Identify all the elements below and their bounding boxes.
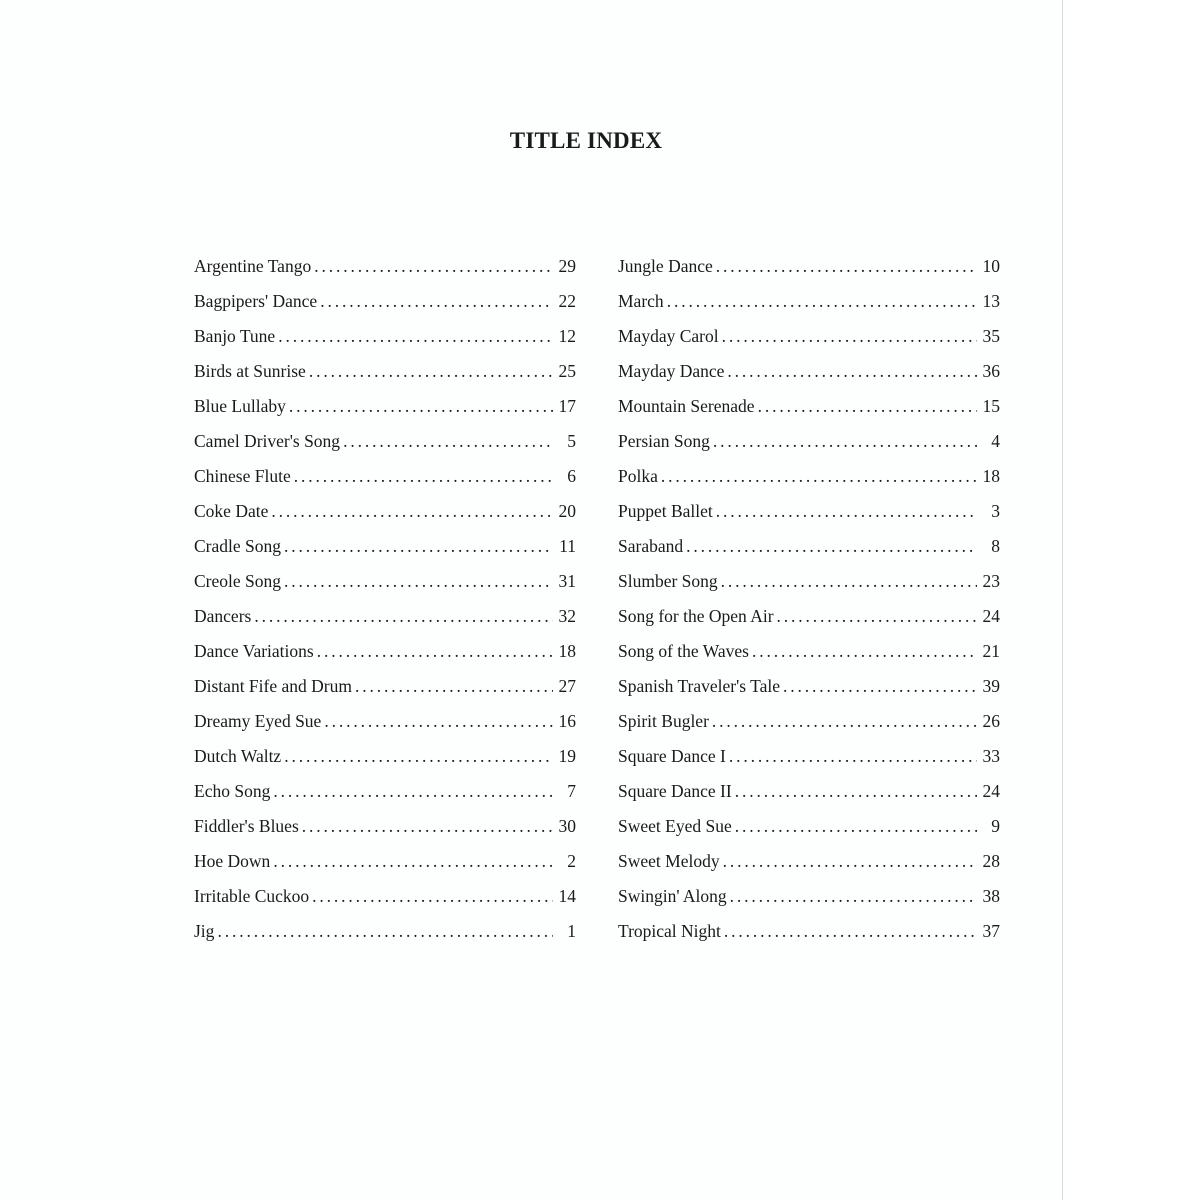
dot-leader xyxy=(686,536,977,557)
index-entry xyxy=(194,641,576,676)
entry-title: Mayday Carol xyxy=(618,326,719,346)
index-entry xyxy=(194,571,576,606)
entry-title: Swingin' Along xyxy=(618,886,727,906)
entry-page-number: 12 xyxy=(558,326,576,346)
entry-page-number: 39 xyxy=(982,676,1000,696)
entry-title: Saraband xyxy=(618,536,684,556)
dot-leader xyxy=(284,536,553,557)
entry-title: Sweet Eyed Sue xyxy=(618,816,732,836)
index-entry xyxy=(194,711,576,746)
entry-page-number: 11 xyxy=(559,536,576,556)
entry-page-number: 21 xyxy=(982,641,1000,661)
entry-page-number: 7 xyxy=(567,781,576,801)
index-entry xyxy=(194,536,576,571)
entry-page-number: 23 xyxy=(982,571,1000,591)
entry-title: Banjo Tune xyxy=(194,326,276,346)
index-entry xyxy=(194,781,576,816)
entry-page-number: 17 xyxy=(558,396,576,416)
dot-leader xyxy=(735,781,977,802)
index-entry xyxy=(618,431,1000,466)
entry-page-number: 2 xyxy=(567,851,576,871)
dot-leader xyxy=(355,676,553,697)
dot-leader xyxy=(343,431,553,452)
entry-page-number: 10 xyxy=(982,256,1000,276)
entry-title: Jungle Dance xyxy=(618,256,713,276)
entry-title: Square Dance II xyxy=(618,781,732,801)
dot-leader xyxy=(783,676,977,697)
index-entry xyxy=(618,466,1000,501)
index-entry xyxy=(194,501,576,536)
index-entry xyxy=(194,606,576,641)
dot-leader xyxy=(729,746,977,767)
entry-title: Mayday Dance xyxy=(618,361,725,381)
entry-page-number: 33 xyxy=(982,746,1000,766)
entry-title: Puppet Ballet xyxy=(618,501,713,521)
entry-title: Tropical Night xyxy=(618,921,721,941)
index-entry xyxy=(194,921,576,956)
entry-title: Song of the Waves xyxy=(618,641,749,661)
index-entry xyxy=(618,606,1000,641)
entry-title: Persian Song xyxy=(618,431,710,451)
page-title: TITLE INDEX xyxy=(509,128,663,153)
entry-page-number: 38 xyxy=(982,886,1000,906)
index-entry xyxy=(194,256,576,291)
entry-page-number: 35 xyxy=(982,326,1000,346)
entry-title: Jig xyxy=(194,921,215,941)
entry-page-number: 22 xyxy=(558,291,576,311)
entry-title: Dance Variations xyxy=(194,641,314,661)
entry-title: Irritable Cuckoo xyxy=(194,886,310,906)
entry-title: Blue Lullaby xyxy=(194,396,286,416)
entry-title: Dutch Waltz xyxy=(194,746,282,766)
dot-leader xyxy=(752,641,977,662)
entry-title: Song for the Open Air xyxy=(618,606,774,626)
entry-page-number: 14 xyxy=(558,886,576,906)
dot-leader xyxy=(723,851,977,872)
dot-leader xyxy=(777,606,977,627)
index-entry xyxy=(618,501,1000,536)
entry-page-number: 6 xyxy=(567,466,576,486)
index-entry xyxy=(194,816,576,851)
entry-page-number: 19 xyxy=(558,746,576,766)
index-entry xyxy=(618,536,1000,571)
dot-leader xyxy=(273,781,553,802)
index-entry xyxy=(194,466,576,501)
dot-leader xyxy=(716,256,977,277)
dot-leader xyxy=(716,501,977,522)
entry-page-number: 3 xyxy=(991,501,1000,521)
index-entry xyxy=(618,746,1000,781)
index-entry xyxy=(194,361,576,396)
entry-title: Echo Song xyxy=(194,781,271,801)
dot-leader xyxy=(273,851,553,872)
index-entry xyxy=(618,396,1000,431)
entry-page-number: 27 xyxy=(558,676,576,696)
index-entry xyxy=(618,256,1000,291)
dot-leader xyxy=(735,816,977,837)
entry-title: Bagpipers' Dance xyxy=(194,291,318,311)
entry-page-number: 24 xyxy=(982,781,1000,801)
entry-page-number: 32 xyxy=(558,606,576,626)
index-entry xyxy=(194,431,576,466)
entry-title: Slumber Song xyxy=(618,571,718,591)
dot-leader xyxy=(758,396,977,417)
entry-page-number: 16 xyxy=(558,711,576,731)
index-entry xyxy=(618,886,1000,921)
index-entry xyxy=(618,326,1000,361)
index-entry xyxy=(618,816,1000,851)
entry-page-number: 18 xyxy=(558,641,576,661)
entry-title: Distant Fife and Drum xyxy=(194,676,352,696)
dot-leader xyxy=(320,291,553,312)
index-column-right xyxy=(618,256,1000,956)
dot-leader xyxy=(324,711,553,732)
index-entry xyxy=(618,921,1000,956)
dot-leader xyxy=(730,886,977,907)
entry-title: Argentine Tango xyxy=(194,256,312,276)
entry-page-number: 26 xyxy=(982,711,1000,731)
entry-page-number: 1 xyxy=(567,921,576,941)
dot-leader xyxy=(667,291,977,312)
entry-page-number: 31 xyxy=(558,571,576,591)
entry-title: Spanish Traveler's Tale xyxy=(618,676,781,696)
dot-leader xyxy=(712,711,977,732)
index-entry xyxy=(194,851,576,886)
index-column-left xyxy=(194,256,576,956)
dot-leader xyxy=(713,431,977,452)
entry-page-number: 5 xyxy=(567,431,576,451)
index-entry xyxy=(618,361,1000,396)
index-entry xyxy=(618,571,1000,606)
index-entry xyxy=(194,291,576,326)
index-entry xyxy=(194,676,576,711)
entry-title: Chinese Flute xyxy=(194,466,291,486)
entry-title: Dreamy Eyed Sue xyxy=(194,711,322,731)
dot-leader xyxy=(294,466,553,487)
dot-leader xyxy=(727,361,977,382)
dot-leader xyxy=(284,746,553,767)
dot-leader xyxy=(317,641,553,662)
index-entry xyxy=(618,291,1000,326)
entry-page-number: 28 xyxy=(982,851,1000,871)
entry-page-number: 30 xyxy=(558,816,576,836)
index-entry xyxy=(618,851,1000,886)
dot-leader xyxy=(302,816,553,837)
dot-leader xyxy=(289,396,553,417)
entry-title: Square Dance I xyxy=(618,746,726,766)
entry-title: Polka xyxy=(618,466,658,486)
index-entry xyxy=(194,326,576,361)
entry-page-number: 8 xyxy=(991,536,1000,556)
dot-leader xyxy=(217,921,553,942)
dot-leader xyxy=(721,571,977,592)
entry-page-number: 13 xyxy=(982,291,1000,311)
dot-leader xyxy=(724,921,977,942)
dot-leader xyxy=(312,886,553,907)
entry-title: Fiddler's Blues xyxy=(194,816,299,836)
entry-title: Sweet Melody xyxy=(618,851,720,871)
index-entry xyxy=(618,711,1000,746)
entry-title: Coke Date xyxy=(194,501,269,521)
dot-leader xyxy=(271,501,553,522)
dot-leader xyxy=(309,361,553,382)
entry-page-number: 37 xyxy=(982,921,1000,941)
entry-title: March xyxy=(618,291,664,311)
index-entry xyxy=(618,781,1000,816)
dot-leader xyxy=(284,571,553,592)
index-entry xyxy=(618,641,1000,676)
entry-title: Spirit Bugler xyxy=(618,711,709,731)
entry-page-number: 24 xyxy=(982,606,1000,626)
entry-title: Creole Song xyxy=(194,571,282,591)
entry-page-number: 25 xyxy=(558,361,576,381)
entry-title: Birds at Sunrise xyxy=(194,361,306,381)
dot-leader xyxy=(722,326,977,347)
index-entry xyxy=(194,886,576,921)
index-entry xyxy=(194,396,576,431)
entry-page-number: 4 xyxy=(991,431,1000,451)
dot-leader xyxy=(254,606,553,627)
entry-page-number: 20 xyxy=(558,501,576,521)
entry-page-number: 29 xyxy=(558,256,576,276)
entry-title: Mountain Serenade xyxy=(618,396,755,416)
index-entry xyxy=(194,746,576,781)
dot-leader xyxy=(314,256,553,277)
index-entry xyxy=(618,676,1000,711)
dot-leader xyxy=(278,326,553,347)
entry-title: Dancers xyxy=(194,606,252,626)
entry-title: Camel Driver's Song xyxy=(194,431,341,451)
entry-page-number: 36 xyxy=(982,361,1000,381)
entry-page-number: 18 xyxy=(982,466,1000,486)
entry-title: Hoe Down xyxy=(194,851,271,871)
entry-title: Cradle Song xyxy=(194,536,282,556)
entry-page-number: 9 xyxy=(991,816,1000,836)
entry-page-number: 15 xyxy=(982,396,1000,416)
dot-leader xyxy=(661,466,977,487)
